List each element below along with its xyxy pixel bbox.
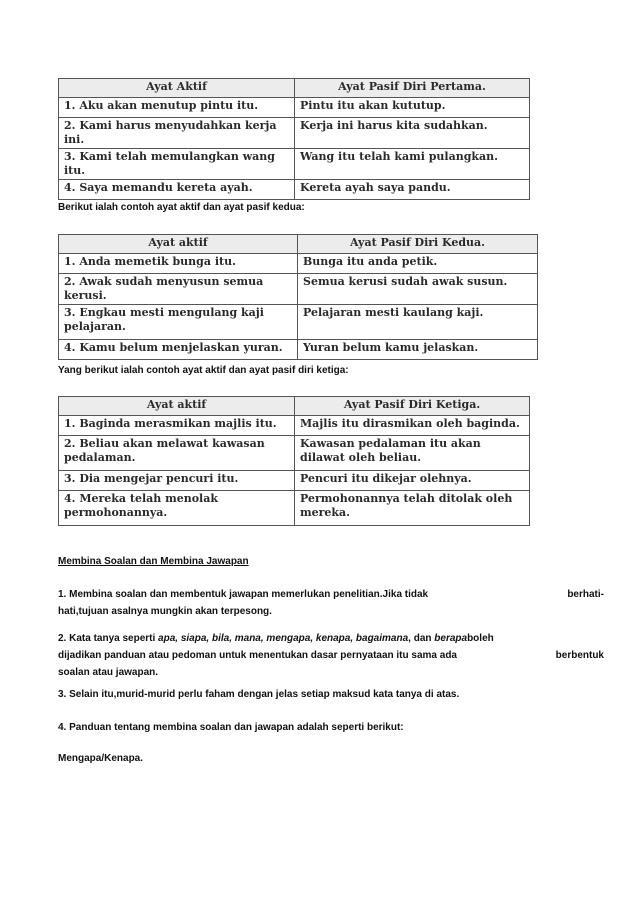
table-row	[59, 274, 538, 305]
table-cell: 3. Engkau mesti mengulang kaji pelajaran.	[59, 305, 298, 340]
paragraph-2-line-e: soalan atau jawapan.	[58, 667, 159, 678]
table-cell: 4. Kamu belum menjelaskan yuran.	[59, 340, 298, 360]
table3-header-pasif: Ayat Pasif Diri Ketiga.	[295, 397, 530, 416]
table-cell: 1. Baginda merasmikan majlis itu.	[59, 416, 295, 436]
table-row	[59, 98, 530, 118]
table-ayat-pasif-diri-ketiga	[58, 396, 530, 526]
table-row	[59, 149, 530, 180]
table-cell: Majlis itu dirasmikan oleh baginda.	[295, 416, 530, 436]
table-ayat-pasif-diri-kedua	[58, 234, 538, 360]
table-cell: Pintu itu akan kututup.	[295, 98, 530, 118]
paragraph-4: 4. Panduan tentang membina soalan dan jawapan adalah seperti berikut:	[58, 722, 404, 733]
table1-header-pasif: Ayat Pasif Diri Pertama.	[295, 79, 530, 98]
table-cell: 1. Aku akan menutup pintu itu.	[59, 98, 295, 118]
paragraph-5: Mengapa/Kenapa.	[58, 753, 144, 764]
table2-header-pasif: Ayat Pasif Diri Kedua.	[298, 235, 538, 254]
table-cell: Wang itu telah kami pulangkan.	[295, 149, 530, 180]
intro-table3: Yang berikut ialah contoh ayat aktif dan ayat pasif diri ketiga:	[58, 365, 349, 376]
table-row	[59, 491, 530, 526]
paragraph-2	[58, 630, 604, 681]
paragraph-2-text-a: 2. Kata tanya seperti	[58, 633, 159, 644]
table-ayat-pasif-diri-pertama	[58, 78, 530, 200]
section-heading: Membina Soalan dan Membina Jawapan	[58, 556, 249, 567]
table3-header-aktif: Ayat aktif	[59, 397, 295, 416]
paragraph-1-line-c: hati,tujuan asalnya mungkin akan terpesong.	[58, 606, 272, 617]
table-cell: Kawasan pedalaman itu akan dilawat oleh beliau.	[295, 436, 530, 471]
paragraph-1-line-a: 1. Membina soalan dan membentuk jawapan memerlukan penelitian.Jika tidak	[58, 589, 429, 600]
table-cell: Kerja ini harus kita sudahkan.	[295, 118, 530, 149]
table-cell: 2. Awak sudah menyusun semua kerusi.	[59, 274, 298, 305]
table-cell: Pelajaran mesti kaulang kaji.	[298, 305, 538, 340]
table-row	[59, 416, 530, 436]
table-row	[59, 118, 530, 149]
paragraph-1-line-b: berhati-	[567, 589, 604, 600]
table-cell: 4. Mereka telah menolak permohonannya.	[59, 491, 295, 526]
table-cell: 2. Beliau akan melawat kawasan pedalaman.	[59, 436, 295, 471]
table-row	[59, 180, 530, 200]
paragraph-2-question-words: apa, siapa, bila, mana, mengapa, kenapa, bagaimana	[158, 633, 409, 644]
table-cell: 4. Saya memandu kereta ayah.	[59, 180, 295, 200]
table-row	[59, 436, 530, 471]
paragraph-3: 3. Selain itu,murid-murid perlu faham dengan jelas setiap maksud kata tanya di atas.	[58, 689, 460, 700]
table-cell: Yuran belum kamu jelaskan.	[298, 340, 538, 360]
table-row	[59, 305, 538, 340]
paragraph-2-last-word: berapa	[434, 633, 468, 644]
table2-header-aktif: Ayat aktif	[59, 235, 298, 254]
paragraph-2-line-c: dijadikan panduan atau pedoman untuk menentukan dasar pernyataan itu sama ada	[58, 650, 457, 661]
table-row	[59, 471, 530, 491]
intro-table2: Berikut ialah contoh ayat aktif dan ayat pasif kedua:	[58, 202, 305, 213]
table1-header-aktif: Ayat Aktif	[59, 79, 295, 98]
table-cell: 1. Anda memetik bunga itu.	[59, 254, 298, 274]
table-cell: 3. Dia mengejar pencuri itu.	[59, 471, 295, 491]
table-cell: Pencuri itu dikejar olehnya.	[295, 471, 530, 491]
table-cell: 3. Kami telah memulangkan wang itu.	[59, 149, 295, 180]
table-row	[59, 340, 538, 360]
table-cell: Bunga itu anda petik.	[298, 254, 538, 274]
table-cell: Permohonannya telah ditolak oleh mereka.	[295, 491, 530, 526]
table-cell: Kereta ayah saya pandu.	[295, 180, 530, 200]
paragraph-2-line-d: berbentuk	[555, 650, 604, 661]
paragraph-2-and: , dan	[408, 633, 435, 644]
table-cell: 2. Kami harus menyudahkan kerja ini.	[59, 118, 295, 149]
table-cell: Semua kerusi sudah awak susun.	[298, 274, 538, 305]
paragraph-2-text-b: boleh	[467, 633, 494, 644]
table-row	[59, 254, 538, 274]
paragraph-1	[58, 586, 604, 620]
